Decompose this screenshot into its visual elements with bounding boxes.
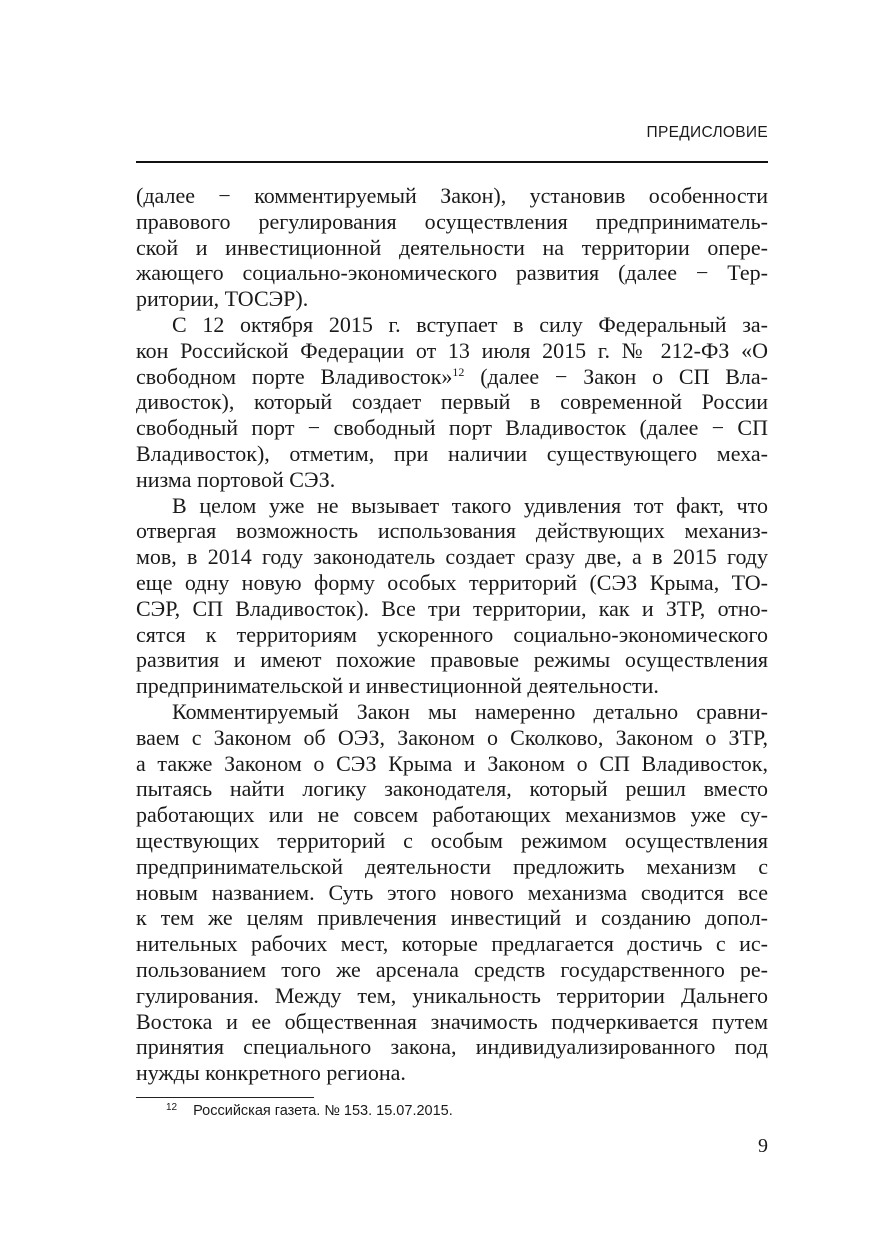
text-line: к тем же целям привлечения инвестиций и созданию допол- <box>136 905 768 931</box>
text-line: свободный порт − свободный порт Владивосток (далее − СП <box>136 415 768 441</box>
page-number: 9 <box>758 1135 768 1157</box>
text-line: С 12 октября 2015 г. вступает в силу Федеральный за- <box>172 311 768 337</box>
body-text <box>136 183 768 1086</box>
text-line: еще одну новую форму особых территорий (СЭЗ Крыма, ТО- <box>136 569 768 595</box>
text-line: а также Законом о СЭЗ Крыма и Законом о СП Владивосток, <box>136 750 768 776</box>
text-line: жающего социально-экономического развития (далее − Тер- <box>136 260 768 286</box>
text-line: гулирования. Между тем, уникальность территории Дальнего <box>136 982 768 1008</box>
text-line: принятия специального закона, индивидуализированного под <box>136 1034 768 1060</box>
text-line: отвергая возможность использования действующих механиз- <box>136 518 768 544</box>
text-line: (далее − комментируемый Закон), установив особенности <box>136 183 768 208</box>
text-segment: (далее − Закон о СП Вла- <box>464 363 768 389</box>
text-line: низма портовой СЭЗ. <box>136 466 336 492</box>
text-line: предпринимательской и инвестиционной деятельности. <box>136 673 659 699</box>
text-segment: свободном порте Владивосток» <box>136 363 453 389</box>
footnote-mark: 12 <box>166 1102 178 1113</box>
footnote-reference: 12 <box>452 364 465 379</box>
text-line: нужды конкретного региона. <box>136 1060 406 1086</box>
text-line: работающих или не совсем работающих механизмов уже су- <box>136 802 768 828</box>
text-line: предпринимательской деятельности предложить механизм с <box>136 853 768 879</box>
text-line: СЭР, СП Владивосток). Все три территории, как и ЗТР, отно- <box>136 595 768 621</box>
text-line: Комментируемый Закон мы намеренно детально сравни- <box>172 698 768 724</box>
text-line: кон Российской Федерации от 13 июля 2015 г. № 212-ФЗ «О <box>136 337 768 363</box>
footnote-text: Российская газета. № 153. 15.07.2015. <box>193 1103 453 1119</box>
text-line: ваем с Законом об ОЭЗ, Законом о Сколково, Законом о ЗТР, <box>136 724 768 750</box>
text-line-with-footnote-ref <box>136 364 768 390</box>
text-line: В целом уже не вызывает такого удивления тот факт, что <box>172 492 768 518</box>
running-header: ПРЕДИСЛОВИЕ <box>646 124 768 141</box>
text-line: дивосток), который создает первый в современной России <box>136 389 768 415</box>
text-line: развития и имеют похожие правовые режимы осуществления <box>136 647 768 673</box>
text-line: пытаясь найти логику законодателя, который решил вместо <box>136 776 768 802</box>
text-line: нительных рабочих мест, которые предлагается достичь с ис- <box>136 931 768 957</box>
text-line: пользованием того же арсенала средств государственного ре- <box>136 956 768 982</box>
text-line: Востока и ее общественная значимость подчеркивается путем <box>136 1008 768 1034</box>
text-line: ской и инвестиционной деятельности на территории опере- <box>136 234 768 260</box>
text-line: Владивосток), отметим, при наличии существующего меха- <box>136 440 768 466</box>
footnote-rule <box>136 1097 314 1098</box>
text-line: сятся к территориям ускоренного социально-экономического <box>136 621 768 647</box>
footnote <box>166 1102 453 1119</box>
header-rule <box>136 161 768 163</box>
text-line: мов, в 2014 году законодатель создает сразу две, а в 2015 году <box>136 544 768 570</box>
text-line: новым названием. Суть этого нового механизма сводится все <box>136 879 768 905</box>
text-line: ритории, ТОСЭР). <box>136 286 309 312</box>
text-line: правового регулирования осуществления предприниматель- <box>136 208 768 234</box>
text-line: ществующих территорий с особым режимом осуществления <box>136 827 768 853</box>
